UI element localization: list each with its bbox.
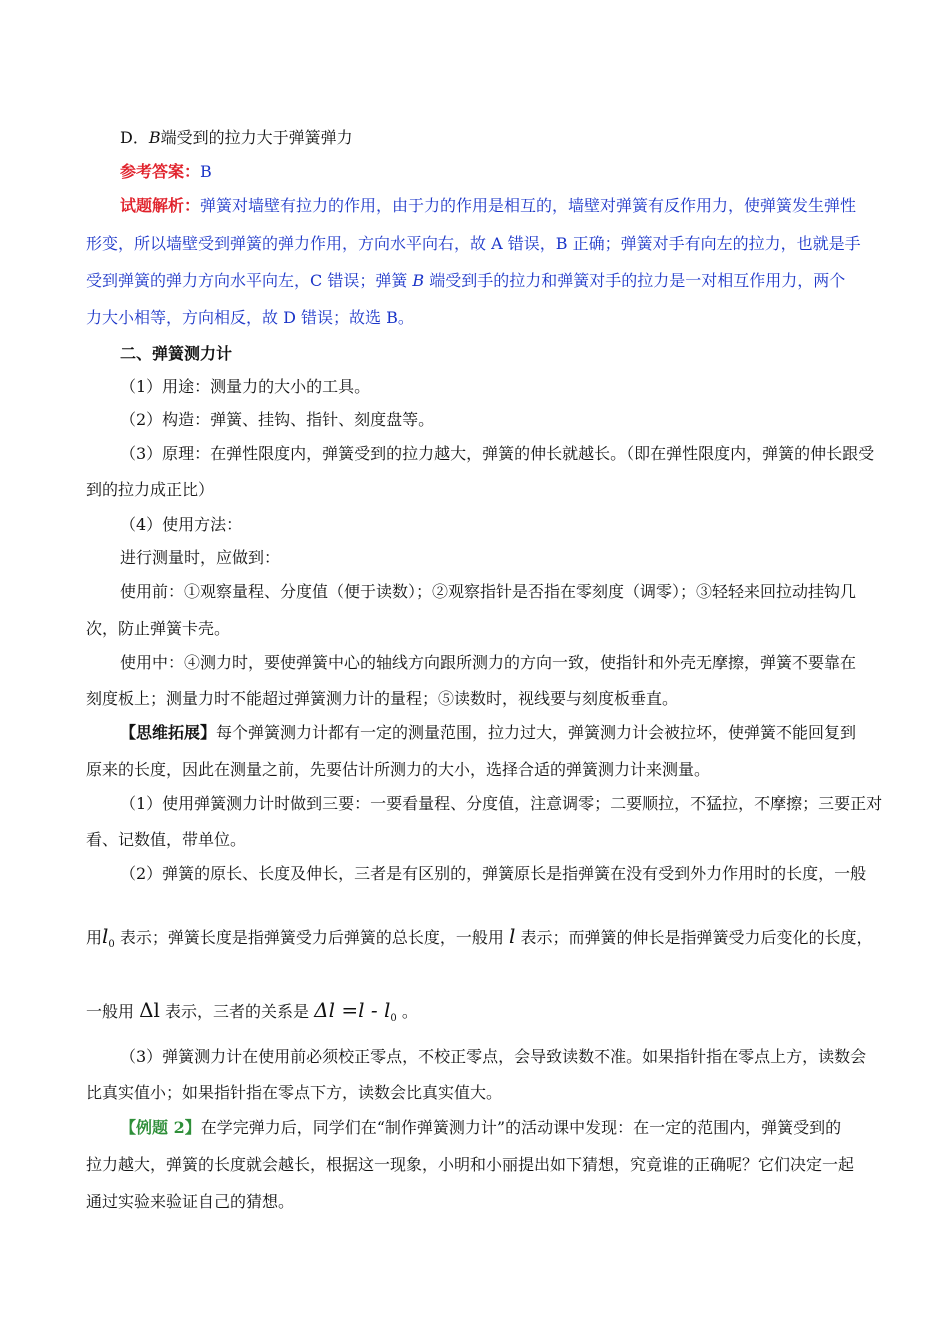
extension-line-2: 原来的长度，因此在测量之前，先要估计所测力的大小，选择合适的弹簧测力计来测量。 — [86, 760, 711, 779]
item-before-2: 次，防止弹簧卡壳。 — [86, 619, 231, 638]
extension-p3-1: （3）弹簧测力计在使用前必须校正零点，不校正零点，会导致读数不准。如果指针指在零点上方，读数会 — [120, 1047, 867, 1066]
extension-p2-text-c: 表示；而弹簧的伸长是指弹簧受力后变化的长度， — [515, 928, 873, 947]
analysis-text-3c: 端受到手的拉力和弹簧对手的拉力是一对相互作用力，两个 — [424, 271, 846, 290]
option-d-text: 端受到的拉力大于弹簧弹力 — [160, 128, 353, 147]
item-during-1: 使用中：④测力时，要使弹簧中心的轴线方向跟所测力的方向一致，使指针和外壳无摩擦，弹簧不要靠在 — [120, 653, 857, 672]
section-title: 二、弹簧测力计 — [120, 344, 233, 363]
option-d-letter: B — [148, 128, 161, 147]
option-d — [120, 128, 353, 148]
extension-p1-2: 看、记数值，带单位。 — [86, 830, 247, 849]
symbol-l0-subscript: 0 — [108, 939, 115, 950]
extension-p2-1: （2）弹簧的原长、长度及伸长，三者是有区别的，弹簧原长是指弹簧在没有受到外力作用时的长度，一般 — [120, 864, 867, 883]
answer-value: B — [200, 162, 212, 181]
item-principle-1: （3）原理：在弹性限度内，弹簧受到的拉力越大，弹簧的伸长就越长。（即在弹性限度内，弹簧的伸长跟受 — [120, 444, 875, 463]
extension-p2-end: 。 — [396, 1002, 418, 1021]
analysis-line-4: 力大小相等，方向相反，故 D 错误；故选 B。 — [86, 308, 414, 327]
analysis-text-1: 弹簧对墙壁有拉力的作用，由于力的作用是相互的，墙壁对弹簧有反作用力，使弹簧发生弹性 — [200, 196, 857, 215]
item-use: （1）用途：测量力的大小的工具。 — [120, 377, 371, 396]
analysis-label: 试题解析： — [120, 196, 201, 215]
formula-delta-l: Δl =l - l — [314, 998, 391, 1022]
extension-p3-2: 比真实值小；如果指针指在零点下方，读数会比真实值大。 — [86, 1083, 503, 1102]
analysis-text-3a: 受到弹簧的弹力方向水平向左，C 错误；弹簧 — [86, 271, 413, 290]
extension-p2-text-d: 一般用 — [86, 1002, 140, 1021]
extension-label: 【思维拓展】 — [120, 723, 217, 742]
extension-p2-text-e: 表示，三者的关系是 — [159, 1002, 315, 1021]
item-before-1: 使用前：①观察量程、分度值（便于读数）；②观察指针是否指在零刻度（调零）；③轻轻来回拉动挂钩几 — [120, 582, 857, 601]
analysis-line-3 — [86, 271, 845, 291]
extension-p2-text-a: 用 — [86, 928, 103, 947]
item-structure: （2）构造：弹簧、挂钩、指针、刻度盘等。 — [120, 410, 435, 429]
example-line-3: 通过实验来验证自己的猜想。 — [86, 1192, 295, 1211]
extension-p2-2 — [86, 926, 872, 955]
example-line-2: 拉力越大，弹簧的长度就会越长，根据这一现象，小明和小丽提出如下猜想，究竟谁的正确呢？它们决定一起 — [86, 1155, 855, 1174]
symbol-l0: l — [102, 924, 109, 948]
extension-text-1: 每个弹簧测力计都有一定的测量范围，拉力过大，弹簧测力计会被拉坏，使弹簧不能回复到 — [216, 723, 857, 742]
extension-p2-3 — [86, 1000, 418, 1029]
example-text-1: 在学完弹力后，同学们在“制作弹簧测力计”的活动课中发现：在一定的范围内，弹簧受到的 — [200, 1118, 842, 1137]
extension-p1-1: （1）使用弹簧测力计时做到三要：一要看量程、分度值，注意调零；二要顺拉，不猛拉，不摩擦；三要正对 — [120, 794, 883, 813]
analysis-line-1 — [120, 196, 856, 216]
item-measure: 进行测量时，应做到： — [120, 548, 281, 567]
formula-subscript: 0 — [390, 1013, 397, 1024]
example-line-1 — [120, 1118, 841, 1138]
item-during-2: 刻度板上；测量力时不能超过弹簧测力计的量程；⑤读数时，视线要与刻度板垂直。 — [86, 689, 679, 708]
item-principle-2: 到的拉力成正比） — [86, 480, 215, 499]
symbol-l: l — [508, 924, 516, 948]
answer-label: 参考答案： — [120, 162, 201, 181]
answer-line — [120, 162, 212, 182]
extension-line-1 — [120, 723, 856, 743]
item-method: （4）使用方法： — [120, 515, 243, 534]
example-label: 【例题 2】 — [120, 1118, 201, 1137]
extension-p2-text-b: 表示；弹簧长度是指弹簧受力后弹簧的总长度，一般用 — [114, 928, 509, 947]
analysis-line-2: 形变，所以墙壁受到弹簧的弹力作用，方向水平向右，故 A 错误，B 正确；弹簧对手有向左的拉力，也就是手 — [86, 234, 861, 253]
symbol-delta-l: Δl — [139, 998, 160, 1022]
analysis-text-3b: B — [412, 271, 425, 290]
option-d-prefix: D． — [120, 128, 149, 147]
